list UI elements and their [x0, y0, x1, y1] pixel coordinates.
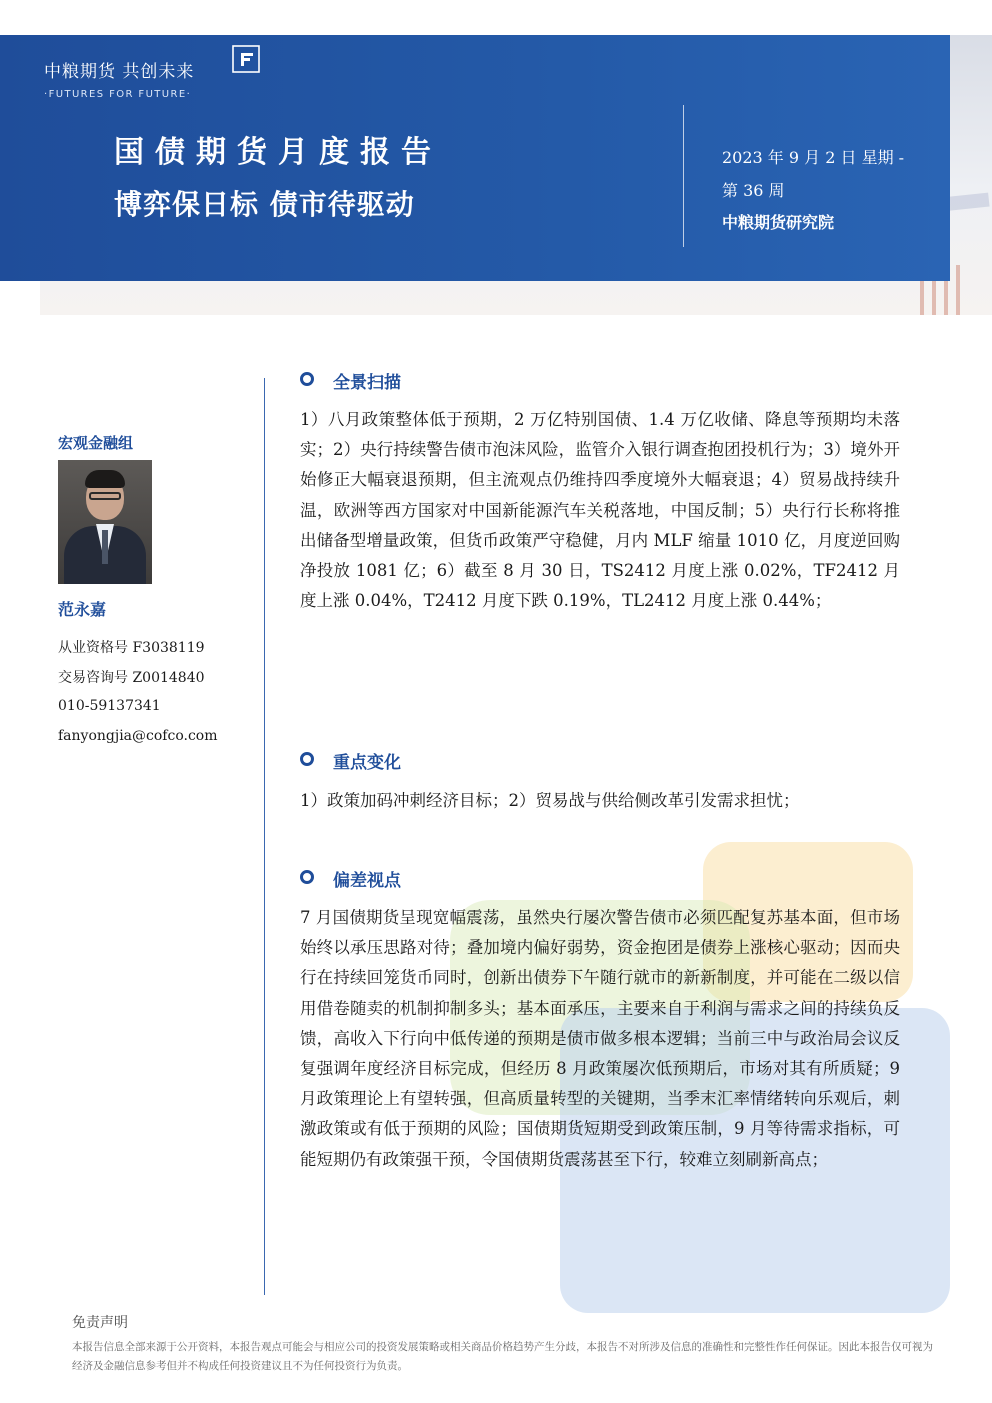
section-bullet-icon: [300, 752, 314, 766]
report-week: 第 36 周: [722, 181, 785, 200]
analyst-group: 宏观金融组: [58, 434, 134, 452]
analyst-phone: 010-59137341: [58, 698, 161, 714]
analyst-consult-number: 交易咨询号 Z0014840: [58, 670, 205, 686]
decor-bar: [956, 265, 960, 315]
report-date: 2023 年 9 月 2 日 星期 -: [722, 148, 905, 167]
logo-english: ·FUTURES FOR FUTURE·: [44, 89, 192, 100]
report-organization: 中粮期货研究院: [722, 213, 835, 232]
photo-hair: [85, 470, 125, 488]
report-title: 国债期货月度报告: [114, 135, 442, 170]
analyst-email: fanyongjia@cofco.com: [58, 728, 218, 744]
analyst-photo: [58, 460, 152, 584]
analyst-qualification: 从业资格号 F3038119: [58, 640, 205, 656]
logo-mark-icon: [232, 45, 260, 73]
decor-bar: [932, 275, 936, 315]
section-text-key-changes: 1）政策加码冲刺经济目标；2）贸易战与供给侧改革引发需求担忧；: [300, 791, 800, 810]
section-title-key-changes: 重点变化: [333, 753, 401, 773]
column-divider: [264, 378, 265, 1295]
disclaimer-title: 免责声明: [72, 1315, 128, 1331]
section-text-deviation-view: 7 月国债期货呈现宽幅震荡，虽然央行屡次警告债市必须匹配复苏基本面，但市场始终以承压思路对待；叠加境内偏好弱势，资金抱团是债券上涨核心驱动；因而央行在持续回笼货币同时，创新出债券下午随行就市的新新制度，并可能在二级以信用借卷随卖的机制抑制多头；基本面承压，主要来自于利润与需求之间的持续负反馈，高收入下行向中低传递的预期是债市做多根本逻辑；当前三中与政治局会议反复强调年度经济目标完成，但经历 8 月政策屡次低预期后，市场对其有所质疑；9 月政策理论上有望转强，但高质量转型的关键期，当季末汇率情绪转向乐观后，刺激政策或有低于预期的风险；国债期货短期受到政策压制，9 月等待需求指标，可能短期仍有政策强干预，令国债期货震荡甚至下行，较难立刻刷新高点；: [300, 908, 900, 1169]
analyst-name: 范永嘉: [58, 600, 107, 619]
section-title-deviation-view: 偏差视点: [333, 871, 401, 891]
section-title-overview: 全景扫描: [333, 373, 401, 393]
disclaimer-text: 本报告信息全部来源于公开资料，本报告观点可能会与相应公司的投资发展策略或相关商品价格趋势产生分歧，本报告不对所涉及信息的准确性和完整性作任何保证。因此本报告仅可视为经济及金融信息参考但并不构成任何投资建议且不为任何投资行为负责。: [72, 1341, 933, 1372]
photo-glasses: [89, 492, 121, 500]
report-subtitle: 博弈保日标 债市待驱动: [114, 188, 415, 221]
header-banner: [0, 35, 950, 281]
section-bullet-icon: [300, 372, 314, 386]
photo-tie: [102, 530, 108, 564]
company-logo: [44, 57, 194, 100]
section-text-overview: 1）八月政策整体低于预期，2 万亿特别国债、1.4 万亿收储、降息等预期均未落实；2）央行持续警告债市泡沫风险，监管介入银行调查抱团投机行为；3）境外开始修正大幅衰退预期，但主流观点仍维持四季度境外大幅衰退；4）贸易战持续升温，欧洲等西方国家对中国新能源汽车关税落地，中国反制；5）央行行长称将推出储备型增量政策，但货币政策严守稳健，月内 MLF 缩量 1010 亿，月度逆回购净投放 1081 亿；6）截至 8 月 30 日，TS2412 月度上涨 0.02%，TF2412 月度上涨 0.04%，T2412 月度下跌 0.19%，TL2412 月度上涨 0.44%；: [300, 410, 900, 611]
logo-chinese: 中粮期货 共创未来: [44, 62, 195, 82]
header-divider: [683, 105, 684, 247]
section-bullet-icon: [300, 870, 314, 884]
